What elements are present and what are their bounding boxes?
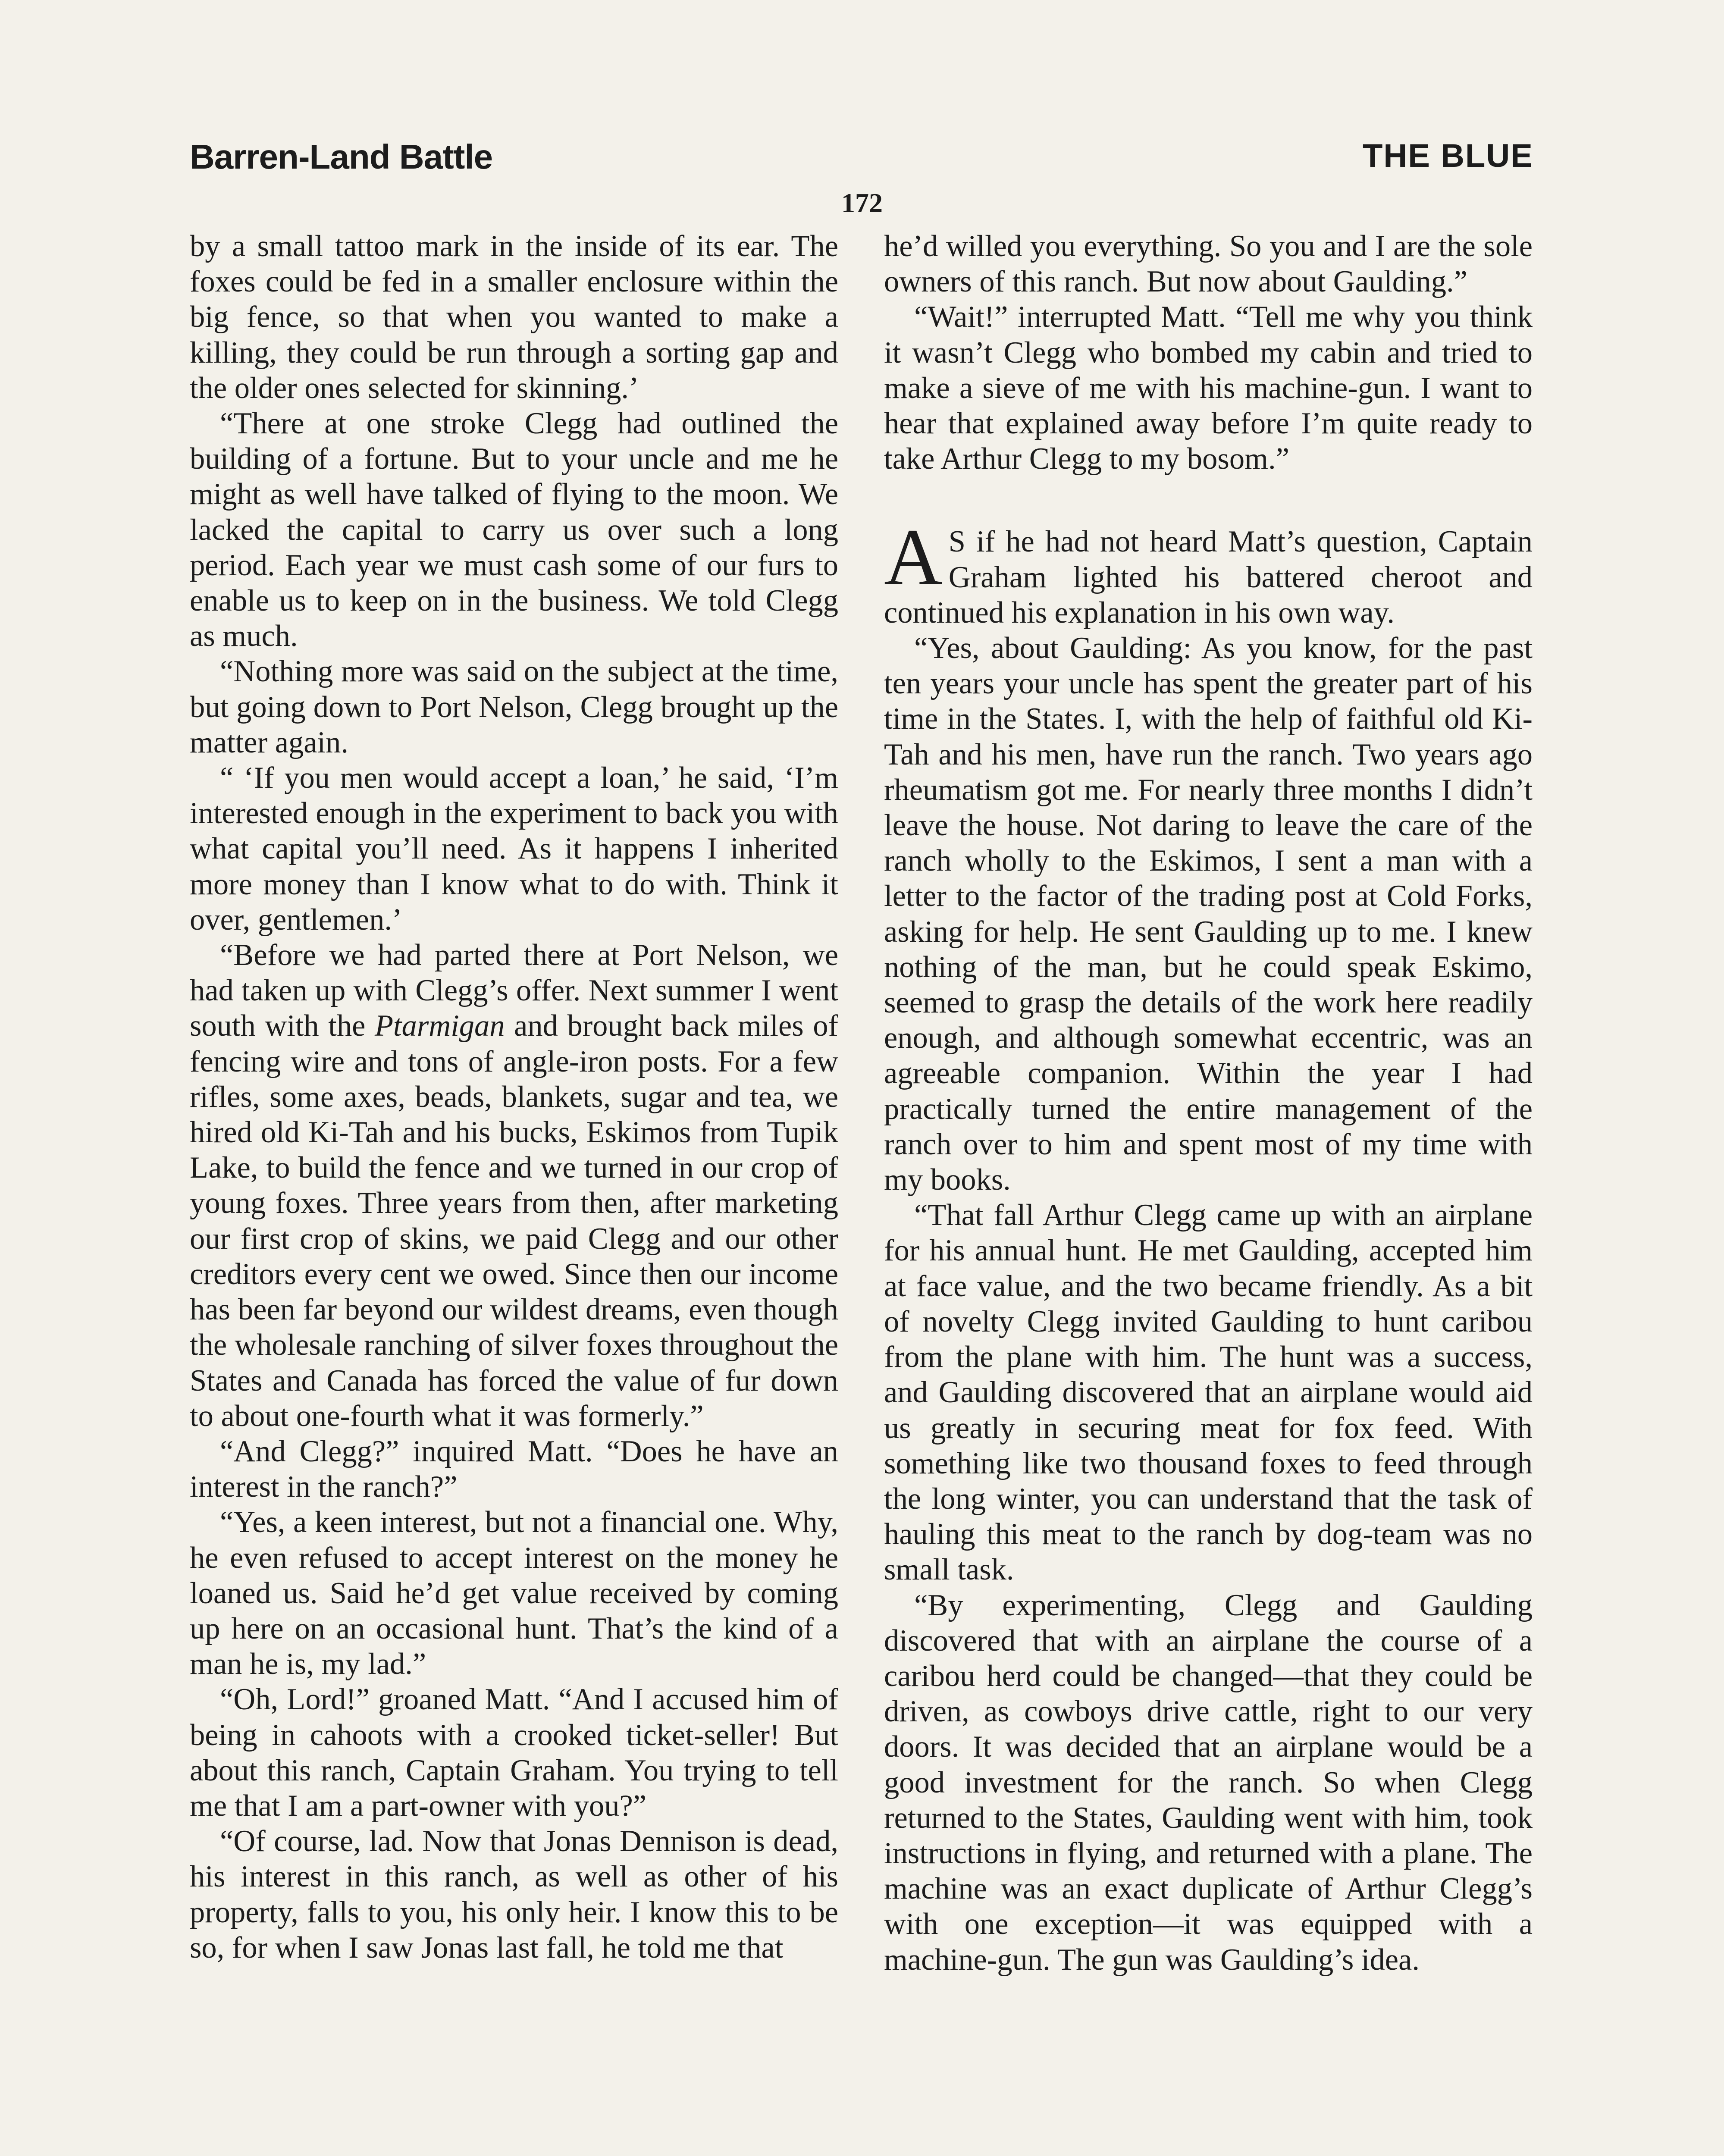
left-column [190, 229, 838, 1965]
paragraph: “Nothing more was said on the subject at the time, but going down to Port Nelson, Clegg brought up the matter again. [190, 655, 838, 759]
paragraph: “Wait!” interrupted Matt. “Tell me why you think it wasn’t Clegg who bombed my cabin and tried to make a sieve of me with his machine-gun. I want to hear that explained away before I’m quite ready to take Arthur Clegg to my bosom.” [884, 300, 1533, 476]
paragraph: “Yes, a keen interest, but not a financial one. Why, he even refused to accept interest on the money he loaned us. Said he’d get value received by coming up here on an occasional hunt. That’s the kind of a man he is, my lad.” [190, 1505, 838, 1681]
paragraph: he’d willed you everything. So you and I are the sole owners of this ranch. But now about Gaulding.” [884, 229, 1533, 299]
paragraph: “That fall Arthur Clegg came up with an airplane for his annual hunt. He met Gaulding, accepted him at face value, and the two became friendly. As a bit of novelty Clegg invited Gaulding to hunt caribou from the plane with him. The hunt was a success, and Gaulding discovered that an airplane would aid us greatly in securing meat for fox feed. With something like two thousand foxes to feed through the long winter, you can understand that the task of hauling this meat to the ranch by dog-team was no small task. [884, 1198, 1533, 1587]
section-opening-paragraph [884, 512, 1533, 630]
paragraph: “Of course, lad. Now that Jonas Dennison is dead, his interest in this ranch, as well as other of his property, falls to you, his only heir. I know this to be so, for when I saw Jonas last fall, he told me that [190, 1824, 838, 1965]
ship-name: Ptarmigan [374, 1009, 505, 1043]
paragraph: “And Clegg?” inquired Matt. “Does he have an interest in the ranch?” [190, 1434, 838, 1504]
paragraph-text: “Before we had parted there at Port Nelson, we had taken up with Clegg’s offer. Next summer I went south with the [190, 938, 838, 1043]
paragraph: “ ‘If you men would accept a loan,’ he said, ‘I’m interested enough in the experiment to back you with what capital you’ll need. As it happens I inherited more money than I know what to do with. Think it over, gentlemen.’ [190, 761, 838, 937]
paragraph: “By experimenting, Clegg and Gaulding discovered that with an airplane the course of a caribou herd could be changed—that they could be driven, as cowboys drive cattle, right to our very doors. It was decided that an airplane would be a good investment for the ranch. So when Clegg returned to the States, Gaulding went with him, took instructions in flying, and returned with a plane. The machine was an exact duplicate of Arthur Clegg’s with one exception—it was equipped with a machine-gun. The gun was Gaulding’s idea. [884, 1588, 1533, 1977]
story-title: Barren-Land Battle [190, 138, 493, 176]
paragraph: “There at one stroke Clegg had outlined the building of a fortune. But to your uncle and me he might as well have talked of flying to the moon. We lacked the capital to carry us over such a long period. Each year we must cash some of our furs to enable us to keep on in the business. We told Clegg as much. [190, 407, 838, 653]
paragraph: “Oh, Lord!” groaned Matt. “And I accused him of being in cahoots with a crooked ticket-seller! But about this ranch, Captain Graham. You trying to tell me that I am a part-owner with you?” [190, 1683, 838, 1823]
paragraph: “Yes, about Gaulding: As you know, for the past ten years your uncle has spent the greater part of his time in the States. I, with the help of faithful old Ki-Tah and his men, have run the ranch. Two years ago rheumatism got me. For nearly three months I didn’t leave the house. Not daring to leave the care of the ranch wholly to the Eskimos, I sent a man with a letter to the factor of the trading post at Cold Forks, asking for help. He sent Gaulding up to me. I knew nothing of the man, but he could speak Eskimo, seemed to grasp the details of the work here readily enough, and although somewhat eccentric, was an agreeable companion. Within the year I had practically turned the entire management of the ranch over to him and spent most of my time with my books. [884, 631, 1533, 1197]
paragraph-text: and brought back miles of fencing wire and tons of angle-iron posts. For a few rifles, some axes, beads, blankets, sugar and tea, we hired old Ki-Tah and his bucks, Eskimos from Tupik Lake, to build the fence and we turned in our crop of young foxes. Three years from then, after marketing our first crop of skins, we paid Clegg and our other creditors every cent we owed. Since then our income has been far beyond our wildest dreams, even though the wholesale ranching of silver foxes throughout the States and Canada has forced the value of fur down to about one-fourth what it was formerly.” [190, 1009, 838, 1433]
drop-cap: A [884, 512, 943, 602]
running-header [190, 137, 1533, 189]
paragraph: by a small tattoo mark in the inside of its ear. The foxes could be fed in a smaller enclosure within the big fence, so that when you wanted to make a killing, they could be run through a sorting gap and the older ones selected for skinning.’ [190, 229, 838, 405]
page-number: 172 [841, 188, 883, 218]
paragraph-text: S if he had not heard Matt’s question, Captain Graham lighted his battered cheroot and continued his explanation in his own way. [884, 525, 1533, 630]
magazine-title: THE BLUE [1363, 138, 1533, 174]
right-column [884, 229, 1533, 1977]
paragraph [190, 937, 838, 1434]
